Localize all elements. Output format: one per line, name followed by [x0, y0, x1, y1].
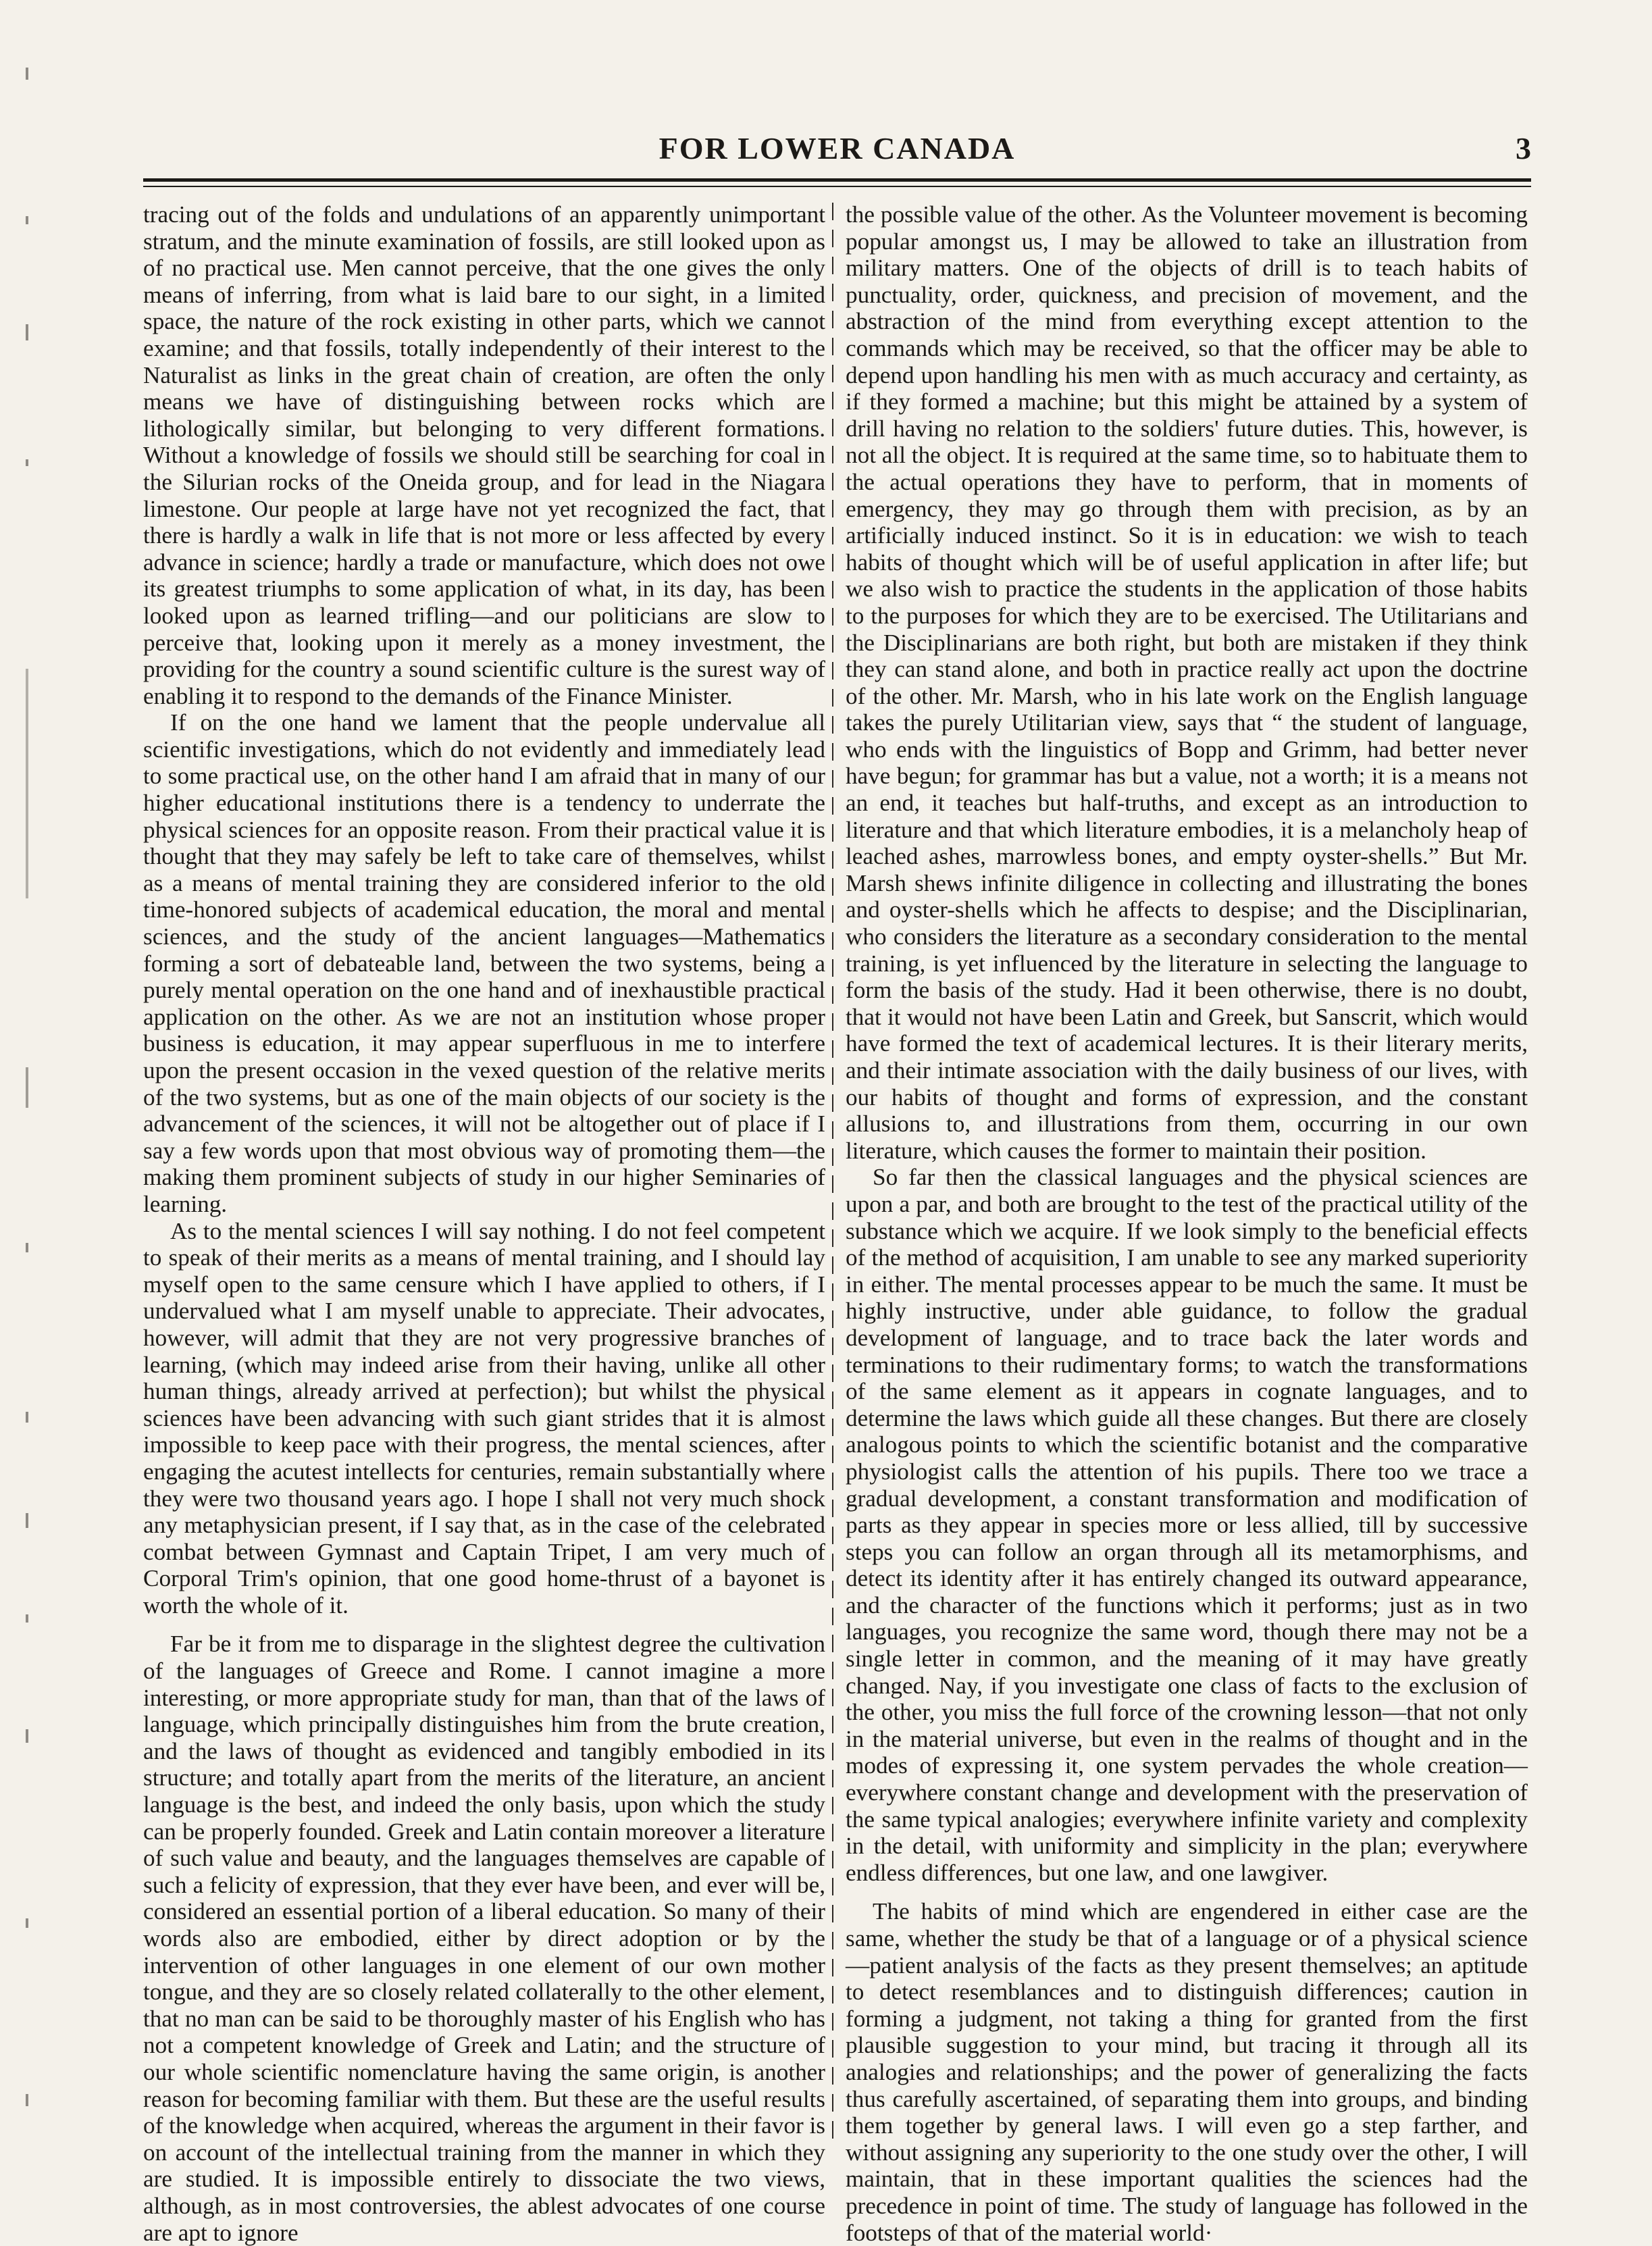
header-rule-thin [143, 186, 1531, 187]
paragraph: If on the one hand we lament that the people undervalue all scientific investigations, which do not evidently and immediately lead to some practical use, on the other hand I am afraid that in many of our higher educational institutions there is a tendency to underrate the physical sciences for an opposite reason. From their practical value it is thought that they may safely be left to take care of themselves, whilst as a means of mental training they are considered inferior to the old time-honored subjects of academical education, the moral and mental sciences, and the study of the ancient languages—Mathematics forming a sort of debateable land, between the two systems, being a purely mental operation on the one hand and of inexhaustible practical application on the other. As we are not an institution whose proper business is education, it may appear superfluous in me to interfere upon the present occasion in the vexed question of the relative merits of the two systems, but as one of the main objects of our society is the advancement of the sciences, it will not be altogether out of place if I say a few words upon that most obvious way of promoting them—the making them prominent subjects of study in our higher Seminaries of learning. [143, 709, 825, 1217]
left-column [143, 201, 825, 2246]
header-rule-thick [143, 178, 1531, 182]
paragraph: The habits of mind which are engendered in either case are the same, whether the study be that of a language or of a physical science—patient analysis of the facts as they present themselves; an aptitude to detect resemblances and to distinguish differences; caution in forming a judgment, not taking a thing for granted from the first plausible suggestion to your mind, but tracing it through all its analogies and relationships; and the power of generalizing the facts thus carefully ascertained, of separating them into groups, and binding them together by general laws. I will even go a step farther, and without assigning any superiority to the one study over the other, I will maintain, that in these important qualities the sciences had the precedence in point of time. The study of language has followed in the footsteps of that of the material world· [846, 1898, 1528, 2246]
paragraph: So far then the classical languages and the physical sciences are upon a par, and both are brought to the test of the practical utility of the substance which we acquire. If we look simply to the beneficial effects of the method of acquisition, I am unable to see any marked superiority in either. The mental processes appear to be much the same. It must be highly instructive, under able guidance, to follow the gradual development of language, and to trace back the later words and terminations to their rudimentary forms; to watch the transformations of the same element as it appears in cognate languages, and to determine the laws which guide all these changes. But there are closely analogous points to which the scientific botanist and the comparative physiologist calls the attention of his pupils. There too we trace a gradual development, a constant transformation and modification of parts as they appear in species more or less allied, till by successive steps you can follow an organ through all its metamorphisms, and detect its identity after it has entirely changed its outward appearance, and the character of the functions which it performs; just as in two languages, you recognize the same word, though there may not be a single letter in common, and the meaning of it may have greatly changed. Nay, if you investigate one class of facts to the exclusion of the other, you miss the full force of the crowning lesson—that not only in the material universe, but even in the realms of thought and in the modes of expressing it, one system pervades the whole creation—everywhere constant change and development with the preservation of the same typical analogies; everywhere infinite variety and complexity in the detail, with uniformity and simplicity in the plan; everywhere endless differences, but one law, and one lawgiver. [846, 1164, 1528, 1886]
page-number: 3 [1516, 131, 1531, 165]
paragraph: As to the mental sciences I will say nothing. I do not feel competent to speak of their merits as a means of mental training, and I should lay myself open to the same censure which I have applied to others, if I undervalued what I am myself unable to appreciate. Their advocates, however, will admit that they are not very progressive branches of learning, (which may indeed arise from their having, unlike all other human things, already arrived at perfection); but whilst the physical sciences have been advancing with such giant strides that it is almost impossible to keep pace with their progress, the mental sciences, after engaging the acutest intellects for centuries, remain substantially where they were two thousand years ago. I hope I shall not very much shock any metaphysician present, if I say that, as in the case of the celebrated combat between Gymnast and Captain Tripet, I am very much of Corporal Trim's opinion, that one good home-thrust of a bayonet is worth the whole of it. [143, 1217, 825, 1618]
paragraph: the possible value of the other. As the Volunteer movement is becoming popular amongst us, I may be allowed to take an illustration from military matters. One of the objects of drill is to teach habits of punctuality, order, quickness, and precision of movement, and the abstraction of the mind from everything except attention to the commands which may be received, so that the officer may be able to depend upon handling his men with as much accuracy and certainty, as if they formed a machine; but this might be attained by a system of drill having no relation to the soldiers' future duties. This, however, is not all the object. It is required at the same time, so to habituate them to the actual operations they have to perform, that in moments of emergency, they may go through them with precision, as by an artificially induced instinct. So it is in education: we wish to teach habits of thought which will be of useful application in after life; but we also wish to practice the students in the application of those habits to the purposes for which they are to be exercised. The Utilitarians and the Disciplinarians are both right, but both are mistaken if they think they can stand alone, and both in practice really act upon the doctrine of the other. Mr. Marsh, who in his late work on the English language takes the purely Utilitarian view, says that “ the student of language, who ends with the linguistics of Bopp and Grimm, had better never have begun; for grammar has but a value, not a worth; it is a means not an end, it teaches but half-truths, and except as an introduction to literature and that which literature embodies, it is a melancholy heap of leached ashes, marrowless bones, and empty oyster-shells.” But Mr. Marsh shews infinite diligence in collecting and illustrating the bones and oyster-shells which he affects to despise; and the Disciplinarian, who considers the literature as a secondary consideration to the mental training, is yet influenced by the literature in selecting the language to form the basis of the study. Had it been otherwise, there is no doubt, that it would not have been Latin and Greek, but Sanscrit, which would have formed the text of academical lectures. It is their literary merits, and their intimate association with the daily business of our lives, with our habits of thought and forms of expression, and the constant allusions to, and illustrations from them, occurring in our own literature, which causes the former to maintain their position. [846, 201, 1528, 1164]
column-divider [832, 203, 833, 2148]
page-header [143, 130, 1531, 170]
binding-edge-marks [12, 41, 53, 2202]
running-head: FOR LOWER CANADA [659, 131, 1016, 165]
right-column [846, 201, 1528, 2246]
paragraph: Far be it from me to disparage in the slightest degree the cultivation of the languages of Greece and Rome. I cannot imagine a more interesting, or more appropriate study for man, than that of the laws of language, which principally distinguishes him from the brute creation, and the laws of thought as evidenced and tangibly embodied in its structure; and totally apart from the merits of the literature, an ancient language is the best, and indeed the only basis, upon which the study can be properly founded. Greek and Latin contain moreover a literature of such value and beauty, and the languages themselves are capable of such a felicity of expression, that they ever have been, and ever will be, considered an essential portion of a liberal education. So many of their words also are embodied, either by direct adoption or by the intervention of other languages in one element of our own mother tongue, and they are so closely related collaterally to the other element, that no man can be said to be thoroughly master of his English who has not a competent knowledge of Greek and Latin; and the structure of our whole scientific nomenclature having the same origin, is another reason for becoming familiar with them. But these are the useful results of the knowledge when acquired, whereas the argument in their favor is on account of the intellectual training from the manner in which they are studied. It is impossible entirely to dissociate the two views, although, as in most controversies, the ablest advocates of one course are apt to ignore [143, 1631, 825, 2246]
paragraph: tracing out of the folds and undulations of an apparently unimportant stratum, and the minute examination of fossils, are still looked upon as of no practical use. Men cannot perceive, that the one gives the only means of inferring, from what is laid bare to our sight, in a limited space, the nature of the rock existing in other parts, which we cannot examine; and that fossils, totally independently of their interest to the Naturalist as links in the great chain of creation, are often the only means we have of distinguishing between rocks which are lithologically similar, but belonging to very different formations. Without a knowledge of fossils we should still be searching for coal in the Silurian rocks of the Oneida group, and for lead in the Niagara limestone. Our people at large have not yet recognized the fact, that there is hardly a walk in life that is not more or less affected by every advance in science; hardly a trade or manufacture, which does not owe its greatest triumphs to some application of what, in its day, has been looked upon as learned trifling—and our politicians are slow to perceive that, looking upon it merely as a money investment, the providing for the country a sound scientific culture is the surest way of enabling it to respond to the demands of the Finance Minister. [143, 201, 825, 709]
